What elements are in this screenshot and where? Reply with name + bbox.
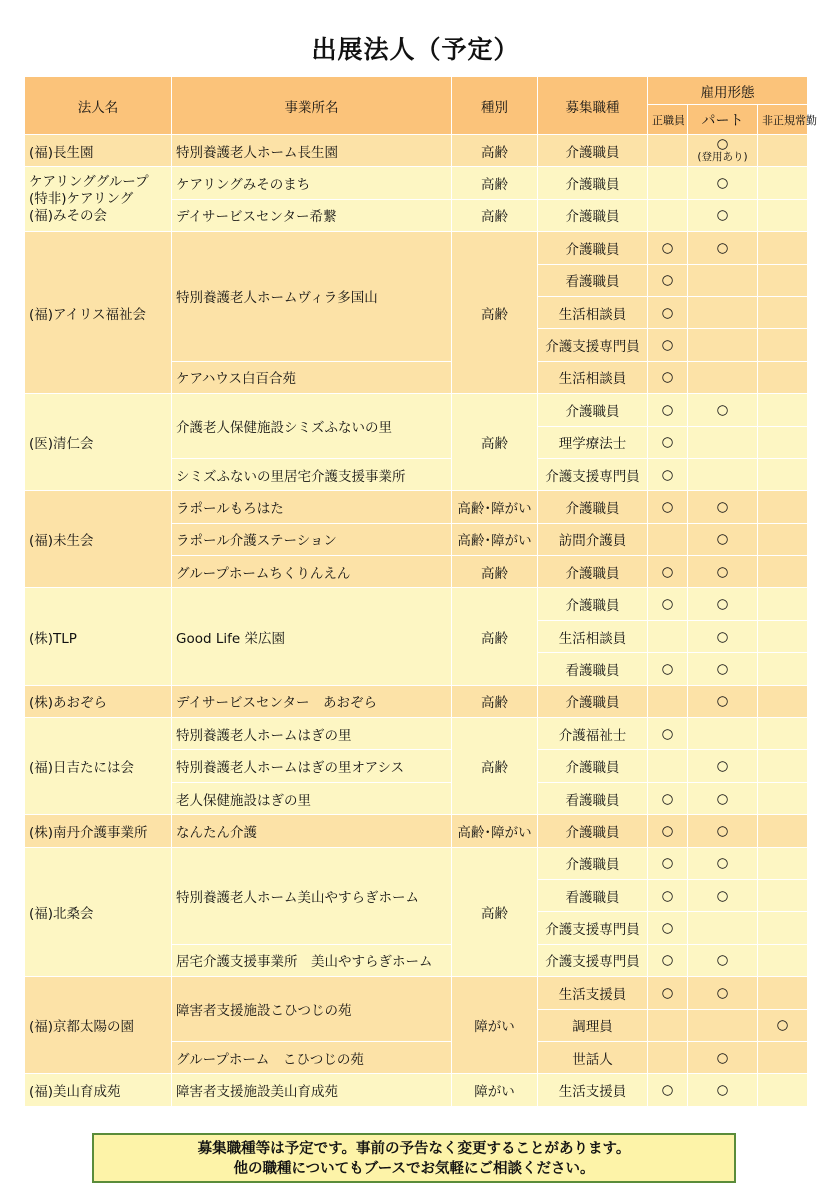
table-row: (福)日吉たには会 特別養護老人ホームはぎの里 高齢 介護福祉士 ○: [25, 718, 808, 750]
corp-name: (福)アイリス福祉会: [25, 232, 172, 394]
table-row: 看護職員 ○ ○: [25, 879, 808, 911]
job-cell: 理学療法士: [538, 426, 648, 458]
corp-name: (株)TLP: [25, 588, 172, 685]
office-name: グループホーム こひつじの苑: [172, 1041, 452, 1073]
type-cell: 高齢: [452, 685, 538, 717]
col-job: 募集職種: [538, 77, 648, 135]
table-row: 老人保健施設はぎの里 看護職員 ○ ○: [25, 782, 808, 814]
office-name: 特別養護老人ホームはぎの里オアシス: [172, 750, 452, 782]
job-cell: 介護支援専門員: [538, 944, 648, 976]
table-row: ラポール介護ステーション 高齢･障がい 訪問介護員 ○: [25, 523, 808, 555]
corp-name: (福)未生会: [25, 491, 172, 588]
col-full-time: 正職員: [648, 105, 688, 135]
job-cell: 看護職員: [538, 879, 648, 911]
part-mark: ○: [688, 167, 758, 199]
col-non-regular: 非正規常勤: [758, 105, 808, 135]
type-cell: 高齢･障がい: [452, 815, 538, 847]
table-row: 調理員 ○: [25, 1009, 808, 1041]
type-cell: 高齢: [452, 718, 538, 815]
notice-line-1: 募集職種等は予定です。事前の予告なく変更することがあります。: [197, 1141, 631, 1157]
table-row: (株)あおぞら デイサービスセンター あおぞら 高齢 介護職員 ○: [25, 685, 808, 717]
table-row: (福)美山育成苑 障害者支援施設美山育成苑 障がい 生活支援員 ○ ○: [25, 1074, 808, 1106]
table-row: グループホーム こひつじの苑 世話人 ○: [25, 1041, 808, 1073]
office-name: 居宅介護支援事業所 美山やすらぎホーム: [172, 944, 452, 976]
type-cell: 高齢: [452, 847, 538, 977]
table-row: [25, 135, 808, 167]
type-cell: 高齢: [452, 556, 538, 588]
office-name: 障害者支援施設こひつじの苑: [172, 977, 452, 1042]
type-cell: 高齢: [452, 232, 538, 394]
office-name: 老人保健施設はぎの里: [172, 782, 452, 814]
job-cell: 介護支援専門員: [538, 458, 648, 490]
job-cell: 介護職員: [538, 394, 648, 426]
table-row: 生活相談員 ○: [25, 620, 808, 652]
corp-name: (株)南丹介護事業所: [25, 815, 172, 847]
type-cell: 高齢･障がい: [452, 523, 538, 555]
table-row: (福)未生会 ラポールもろはた 高齢･障がい 介護職員 ○ ○: [25, 491, 808, 523]
corp-name: (株)あおぞら: [25, 685, 172, 717]
job-cell: 訪問介護員: [538, 523, 648, 555]
job-cell: 看護職員: [538, 782, 648, 814]
office-name: 特別養護老人ホームヴィラ多国山: [172, 232, 452, 362]
table-row: 介護支援専門員 ○: [25, 912, 808, 944]
job-cell: 生活相談員: [538, 361, 648, 393]
office-name: 障害者支援施設美山育成苑: [172, 1074, 452, 1106]
exhibitor-table: [24, 76, 817, 1107]
corp-name: (福)日吉たには会: [25, 718, 172, 815]
type-cell: 高齢: [452, 588, 538, 685]
col-employment: 雇用形態: [648, 77, 808, 105]
job-cell: 介護支援専門員: [538, 912, 648, 944]
corp-name: (医)清仁会: [25, 394, 172, 491]
part-mark: ○ (登用あり): [688, 135, 758, 167]
type-cell: 高齢: [452, 394, 538, 491]
part-mark: ○: [688, 199, 758, 231]
job-cell: 世話人: [538, 1041, 648, 1073]
job-cell: 介護職員: [538, 750, 648, 782]
corp-name: ケアリンググループ (特非)ケアリング (福)みその会: [25, 167, 172, 232]
office-name: ケアハウス白百合苑: [172, 361, 452, 393]
table-row: (株)TLP Good Life 栄広園 高齢 介護職員 ○ ○: [25, 588, 808, 620]
table-row: (株)南丹介護事業所 なんたん介護 高齢･障がい 介護職員 ○ ○: [25, 815, 808, 847]
job-cell: 介護職員: [538, 815, 648, 847]
job-cell: 介護福祉士: [538, 718, 648, 750]
table-row: シミズふないの里居宅介護支援事業所 介護支援専門員 ○: [25, 458, 808, 490]
type-cell: 障がい: [452, 977, 538, 1074]
job-cell: 介護職員: [538, 847, 648, 879]
table-row: 居宅介護支援事業所 美山やすらぎホーム 介護支援専門員 ○ ○: [25, 944, 808, 976]
type-cell: 高齢･障がい: [452, 491, 538, 523]
job-cell: 介護支援専門員: [538, 329, 648, 361]
corp-name: (福)京都太陽の園: [25, 977, 172, 1074]
table-row: グループホームちくりんえん 高齢 介護職員 ○ ○: [25, 556, 808, 588]
table-row: 看護職員 ○: [25, 264, 808, 296]
job-cell: 生活支援員: [538, 977, 648, 1009]
type-cell: 高齢: [452, 199, 538, 231]
table-row: (医)清仁会 介護老人保健施設シミズふないの里 高齢 介護職員 ○ ○: [25, 394, 808, 426]
type-cell: 障がい: [452, 1074, 538, 1106]
office-name: 特別養護老人ホーム美山やすらぎホーム: [172, 847, 452, 944]
job-cell: 介護職員: [538, 556, 648, 588]
table-row: 介護支援専門員 ○: [25, 329, 808, 361]
table-row: ケアハウス白百合苑 生活相談員 ○: [25, 361, 808, 393]
job-cell: 生活支援員: [538, 1074, 648, 1106]
table-row: 生活相談員 ○: [25, 296, 808, 328]
table-row: (福)京都太陽の園 障害者支援施設こひつじの苑 障がい 生活支援員 ○ ○: [25, 977, 808, 1009]
job-cell: 介護職員: [538, 588, 648, 620]
corp-name: (福)長生園: [25, 135, 172, 167]
table-row: 理学療法士 ○: [25, 426, 808, 458]
table-row: (福)アイリス福祉会 特別養護老人ホームヴィラ多国山 高齢 介護職員 ○ ○: [25, 232, 808, 264]
col-corp: 法人名: [25, 77, 172, 135]
office-name: グループホームちくりんえん: [172, 556, 452, 588]
job-cell: 看護職員: [538, 653, 648, 685]
office-name: ラポールもろはた: [172, 491, 452, 523]
type-cell: 高齢: [452, 167, 538, 199]
notice-box: [92, 1133, 736, 1183]
col-part-time: パート: [688, 105, 758, 135]
office-name: デイサービスセンター あおぞら: [172, 685, 452, 717]
office-name: 特別養護老人ホームはぎの里: [172, 718, 452, 750]
job-cell: 介護職員: [538, 491, 648, 523]
job-cell: 介護職員: [538, 232, 648, 264]
office-name: シミズふないの里居宅介護支援事業所: [172, 458, 452, 490]
job-cell: 介護職員: [538, 135, 648, 167]
table-row: 看護職員 ○ ○: [25, 653, 808, 685]
office-name: なんたん介護: [172, 815, 452, 847]
notice-line-2: 他の職種についてもブースでお気軽にご相談ください。: [233, 1161, 595, 1177]
job-cell: 看護職員: [538, 264, 648, 296]
job-cell: 介護職員: [538, 167, 648, 199]
job-cell: 生活相談員: [538, 620, 648, 652]
corp-name: (福)北桑会: [25, 847, 172, 977]
page-title: 出展法人（予定）: [311, 35, 520, 64]
table-row: (福)北桑会 特別養護老人ホーム美山やすらぎホーム 高齢 介護職員 ○ ○: [25, 847, 808, 879]
office-name: ラポール介護ステーション: [172, 523, 452, 555]
office-name: 介護老人保健施設シミズふないの里: [172, 394, 452, 459]
col-office: 事業所名: [172, 77, 452, 135]
office-name: Good Life 栄広園: [172, 588, 452, 685]
table-row: 特別養護老人ホームはぎの里オアシス 介護職員 ○: [25, 750, 808, 782]
type-cell: 高齢: [452, 135, 538, 167]
job-cell: 介護職員: [538, 199, 648, 231]
corp-name: (福)美山育成苑: [25, 1074, 172, 1106]
office-name: ケアリングみそのまち: [172, 167, 452, 199]
job-cell: 生活相談員: [538, 296, 648, 328]
office-name: 特別養護老人ホーム長生園: [172, 135, 452, 167]
job-cell: 介護職員: [538, 685, 648, 717]
table-row: [25, 167, 808, 199]
job-cell: 調理員: [538, 1009, 648, 1041]
col-type: 種別: [452, 77, 538, 135]
office-name: デイサービスセンター希繋: [172, 199, 452, 231]
